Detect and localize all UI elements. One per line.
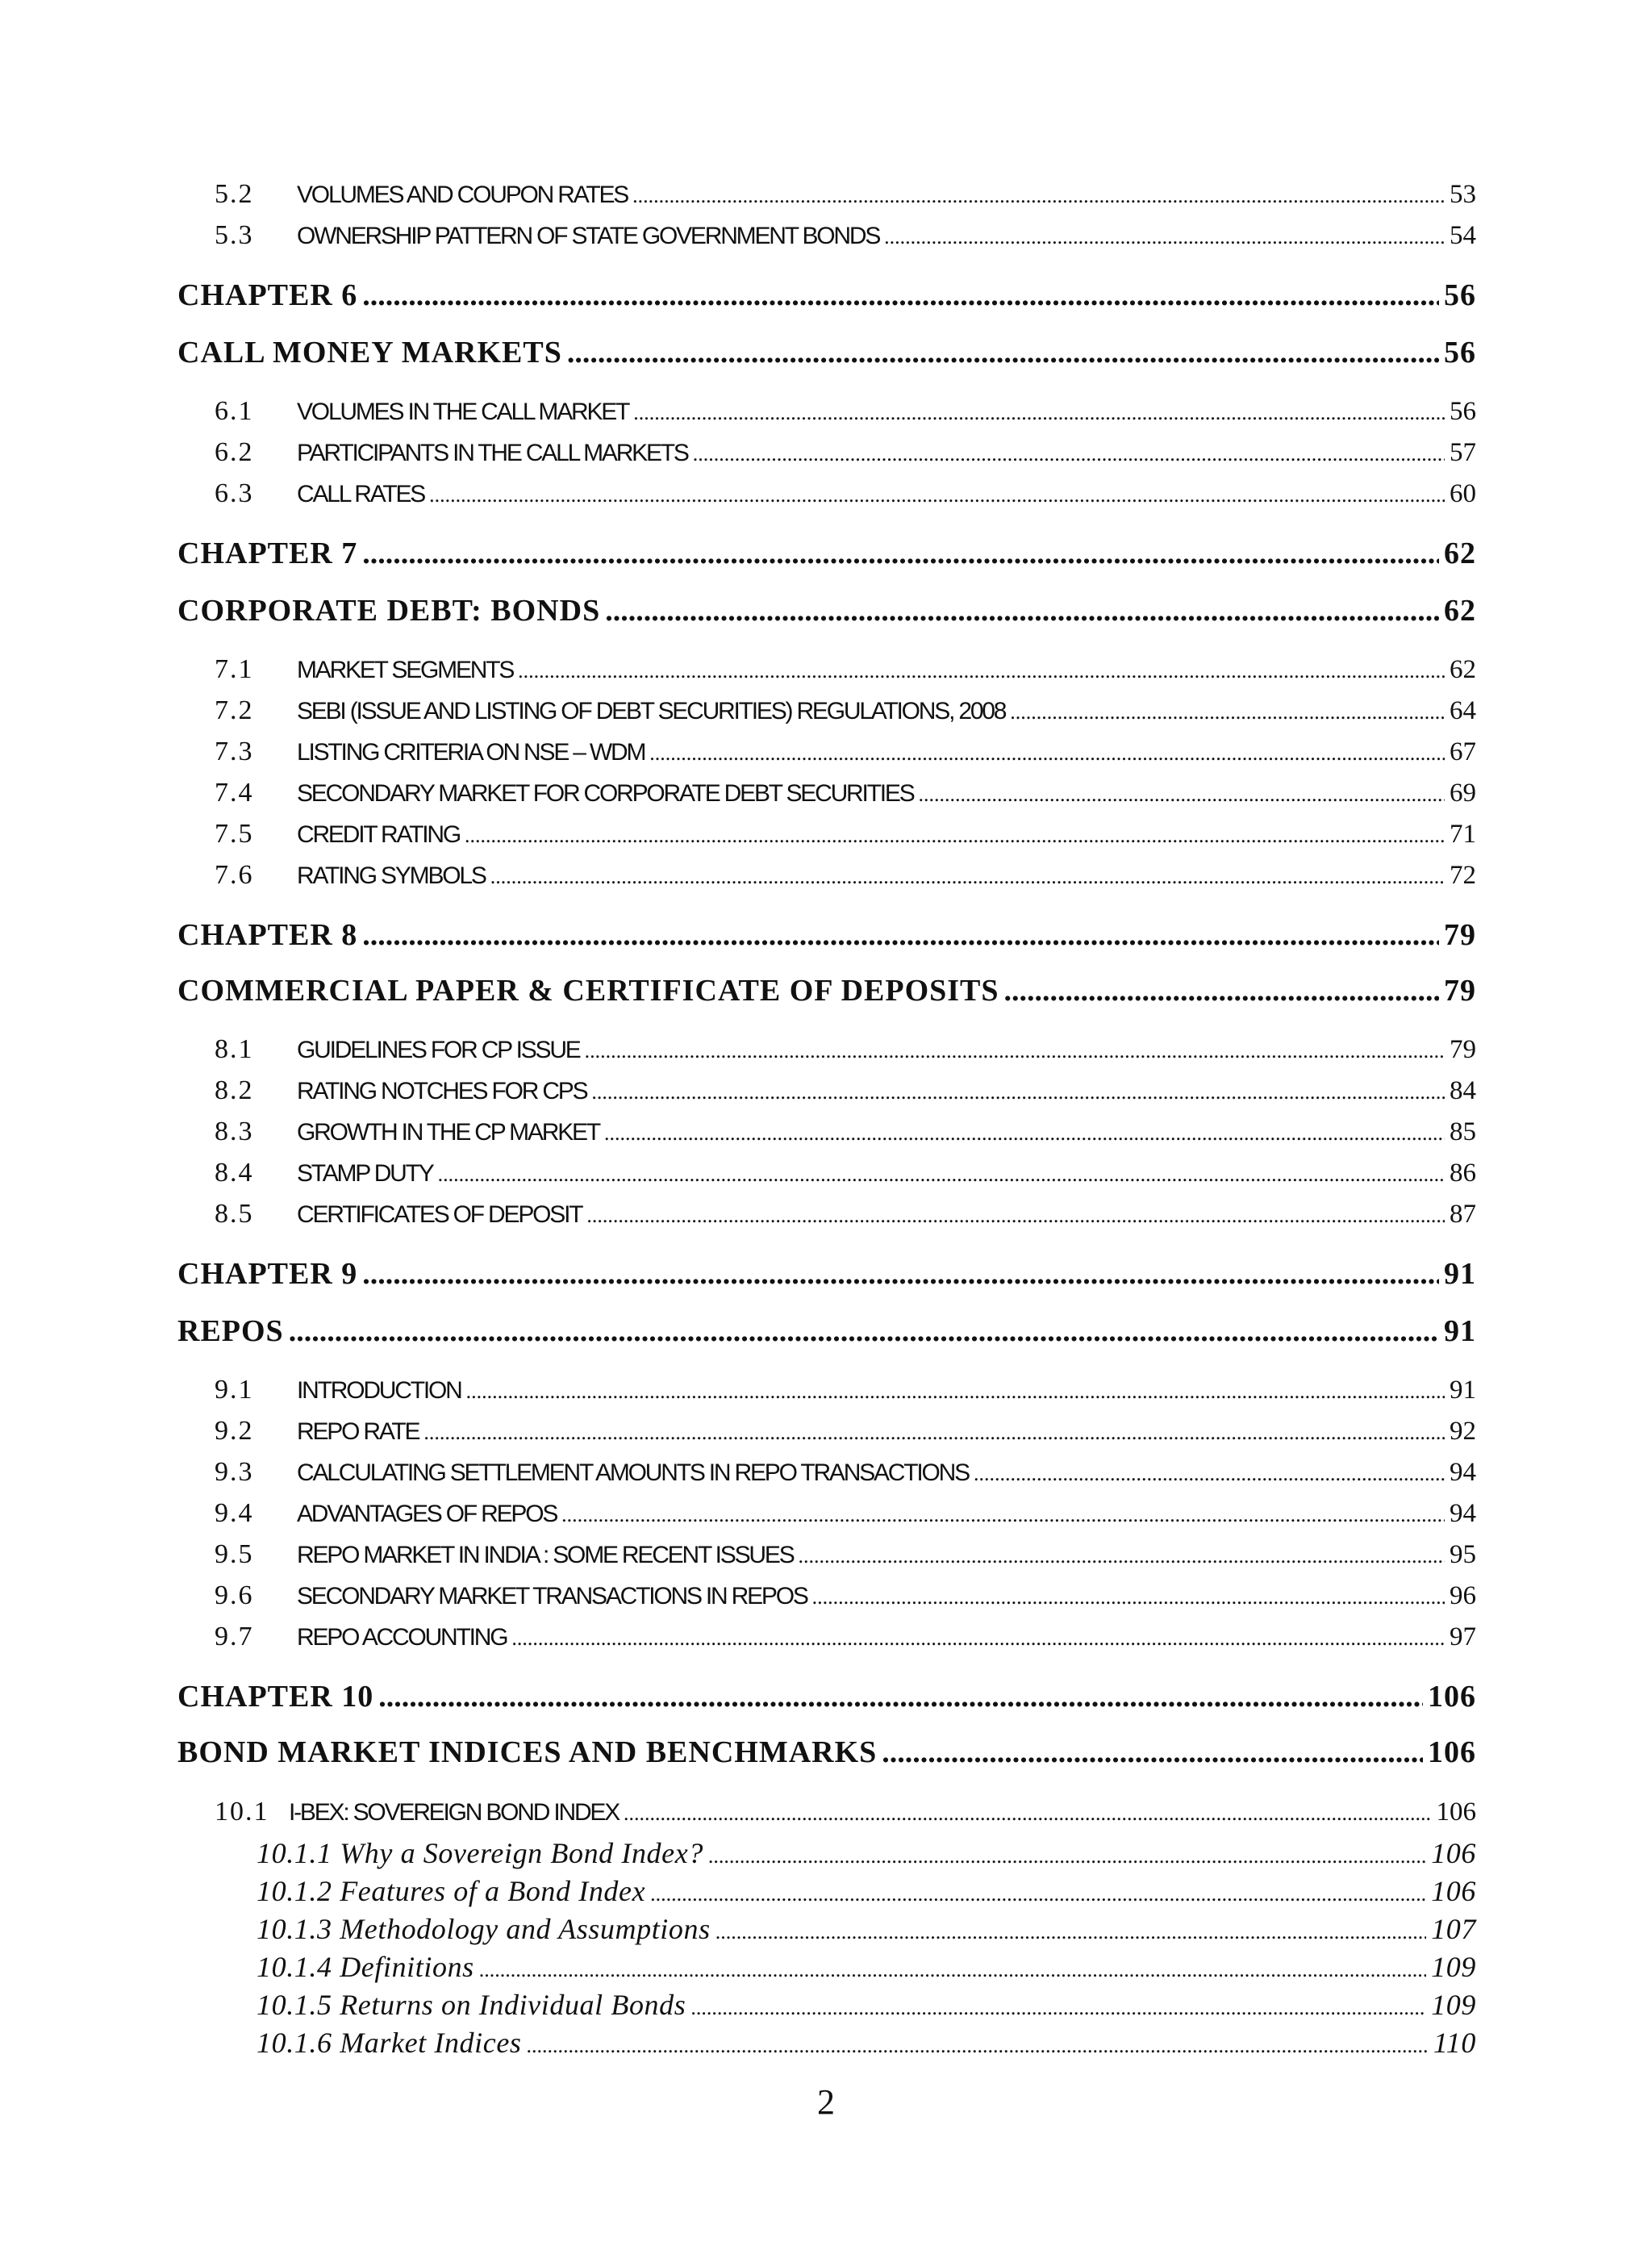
dot-leader (567, 335, 1439, 370)
toc-entry-9-3[interactable] (215, 1457, 1476, 1488)
section-number: 8.5 (215, 1199, 254, 1229)
page-number: 62 (1450, 655, 1476, 684)
page-number: 85 (1450, 1117, 1476, 1146)
toc-entry-7-6[interactable] (215, 860, 1476, 891)
toc-entry-8-4[interactable] (215, 1158, 1476, 1188)
section-number: 9.4 (215, 1498, 254, 1528)
toc-chapter-8-name[interactable] (177, 973, 1476, 1008)
section-title: OWNERSHIP PATTERN OF STATE GOVERNMENT BONDS (297, 223, 880, 249)
toc-chapter-7-name[interactable] (177, 593, 1476, 628)
section-title: SECONDARY MARKET FOR CORPORATE DEBT SECURITIES (297, 780, 914, 807)
section-title: CERTIFICATES OF DEPOSIT (297, 1201, 582, 1228)
page-number: 56 (1444, 336, 1476, 369)
dot-leader (974, 1462, 1445, 1486)
section-number: 7.1 (215, 654, 254, 684)
dot-leader (362, 536, 1439, 571)
page-number: 95 (1450, 1540, 1476, 1569)
dot-leader (511, 1626, 1445, 1651)
dot-leader (378, 1679, 1423, 1714)
section-number: 9.6 (215, 1580, 254, 1610)
section-number: 7.4 (215, 778, 254, 808)
toc-entry-7-4[interactable] (215, 778, 1476, 808)
dot-leader (633, 401, 1445, 425)
toc-chapter-6-name[interactable] (177, 335, 1476, 370)
page-number: 54 (1450, 221, 1476, 250)
section-title: VOLUMES AND COUPON RATES (297, 182, 628, 208)
page-number: 56 (1444, 278, 1476, 312)
chapter-title: COMMERCIAL PAPER & CERTIFICATE OF DEPOSITS (177, 974, 999, 1008)
page-number: 94 (1450, 1458, 1476, 1487)
section-number: 8.2 (215, 1075, 254, 1105)
subsection-title: 10.1.2 Features of a Bond Index (257, 1875, 646, 1907)
section-number: 9.1 (215, 1375, 254, 1405)
dot-leader (605, 593, 1439, 628)
page-number: 53 (1450, 180, 1476, 209)
page-number: 91 (1444, 1314, 1476, 1348)
chapter-title: BOND MARKET INDICES AND BENCHMARKS (177, 1735, 878, 1769)
page-number: 62 (1444, 594, 1476, 628)
section-number: 9.3 (215, 1457, 254, 1487)
dot-leader (362, 1256, 1439, 1292)
dot-leader (919, 783, 1445, 807)
page-number: 106 (1431, 1837, 1476, 1869)
toc-chapter-10-name[interactable] (177, 1735, 1476, 1770)
toc-entry-9-1[interactable] (215, 1375, 1476, 1405)
dot-leader (518, 659, 1445, 683)
toc-entry-6-1[interactable] (215, 396, 1476, 427)
dot-leader (591, 1080, 1445, 1104)
dot-leader (812, 1585, 1445, 1609)
dot-leader (362, 278, 1439, 313)
dot-leader (490, 865, 1445, 889)
section-title: REPO MARKET IN INDIA : SOME RECENT ISSUES (297, 1542, 794, 1568)
dot-leader (585, 1039, 1445, 1063)
dot-leader (561, 1503, 1445, 1527)
dot-leader (649, 741, 1445, 766)
section-number: 5.2 (215, 179, 254, 209)
page-number: 110 (1433, 2027, 1476, 2059)
section-number: 5.3 (215, 220, 254, 250)
page-number: 86 (1450, 1159, 1476, 1188)
section-title: SEBI (ISSUE AND LISTING OF DEBT SECURITIES) REGULATIONS, 2008 (297, 698, 1006, 724)
section-title: I-BEX: SOVEREIGN BOND INDEX (289, 1799, 620, 1826)
page-number: 96 (1450, 1581, 1476, 1610)
page-number: 72 (1450, 861, 1476, 890)
dot-leader (1010, 700, 1445, 724)
toc-chapter-6[interactable] (177, 278, 1476, 313)
toc-entry-8-5[interactable] (215, 1199, 1476, 1230)
page-number: 106 (1436, 1797, 1476, 1827)
dot-leader (466, 1380, 1445, 1404)
subsection-title: 10.1.5 Returns on Individual Bonds (257, 1989, 686, 2021)
chapter-title: CHAPTER 10 (177, 1680, 374, 1714)
page-number: 91 (1450, 1376, 1476, 1405)
toc-entry-10-1-4[interactable] (257, 1950, 1476, 1984)
toc-chapter-9-name[interactable] (177, 1313, 1476, 1349)
toc-entry-10-1-2[interactable] (257, 1874, 1476, 1908)
toc-chapter-7[interactable] (177, 536, 1476, 571)
toc-entry-10-1-6[interactable] (257, 2026, 1476, 2060)
toc-entry-10-1-5[interactable] (257, 1988, 1476, 2022)
dot-leader (429, 483, 1445, 507)
page-number: 87 (1450, 1200, 1476, 1229)
section-title: GUIDELINES FOR CP ISSUE (297, 1037, 580, 1063)
dot-leader (708, 1844, 1426, 1868)
section-number: 8.3 (215, 1117, 254, 1146)
dot-leader (650, 1882, 1426, 1906)
dot-leader (884, 225, 1445, 249)
section-title: CREDIT RATING (297, 821, 460, 848)
toc-entry-9-7[interactable] (215, 1622, 1476, 1652)
section-number: 6.2 (215, 437, 254, 467)
page-number: 79 (1444, 918, 1476, 952)
section-number: 9.2 (215, 1416, 254, 1446)
subsection-title: 10.1.1 Why a Sovereign Bond Index? (257, 1837, 703, 1869)
section-number: 8.1 (215, 1034, 254, 1064)
section-title: PARTICIPANTS IN THE CALL MARKETS (297, 440, 688, 466)
section-title: ADVANTAGES OF REPOS (297, 1501, 557, 1527)
dot-leader (715, 1920, 1426, 1944)
toc-entry-10-1-3[interactable] (257, 1912, 1476, 1946)
page-number: 62 (1444, 536, 1476, 570)
page-number: 109 (1431, 1989, 1476, 2021)
page-number: 106 (1431, 1875, 1476, 1907)
dot-leader (624, 1802, 1431, 1826)
subsection-title: 10.1.3 Methodology and Assumptions (257, 1913, 711, 1945)
toc-entry-8-1[interactable] (215, 1034, 1476, 1065)
page-number: 79 (1444, 974, 1476, 1008)
page-number: 69 (1450, 779, 1476, 808)
section-number: 7.5 (215, 819, 254, 849)
page-number: 106 (1428, 1680, 1476, 1714)
page-number: 91 (1444, 1257, 1476, 1291)
subsection-title: 10.1.4 Definitions (257, 1951, 474, 1983)
chapter-title: CHAPTER 9 (177, 1257, 358, 1291)
page-number: 92 (1450, 1417, 1476, 1446)
section-title: REPO RATE (297, 1418, 419, 1445)
section-title: MARKET SEGMENTS (297, 657, 514, 683)
toc-entry-7-5[interactable] (215, 819, 1476, 850)
dot-leader (693, 442, 1445, 466)
dot-leader (632, 184, 1445, 208)
page-number: 60 (1450, 479, 1476, 508)
section-title: RATING SYMBOLS (297, 862, 486, 889)
section-number: 7.2 (215, 695, 254, 725)
toc-entry-5-2[interactable] (215, 179, 1476, 210)
dot-leader (604, 1121, 1445, 1146)
section-number: 7.3 (215, 737, 254, 766)
toc-entry-7-3[interactable] (215, 737, 1476, 767)
dot-leader (438, 1163, 1445, 1187)
section-number: 10.1 (215, 1797, 269, 1827)
dot-leader (882, 1735, 1423, 1770)
section-title: GROWTH IN THE CP MARKET (297, 1119, 599, 1146)
toc-entry-9-5[interactable] (215, 1539, 1476, 1570)
chapter-title: CALL MONEY MARKETS (177, 336, 562, 369)
toc-entry-10-1[interactable] (215, 1797, 1476, 1827)
dot-leader (465, 824, 1445, 848)
section-number: 6.1 (215, 396, 254, 426)
page-number: 67 (1450, 737, 1476, 766)
section-title: SECONDARY MARKET TRANSACTIONS IN REPOS (297, 1583, 807, 1609)
dot-leader (362, 917, 1439, 953)
page-number: 71 (1450, 820, 1476, 849)
toc-entry-7-2[interactable] (215, 695, 1476, 726)
dot-leader (423, 1421, 1445, 1445)
page-number: 94 (1450, 1499, 1476, 1528)
toc-chapter-8[interactable] (177, 917, 1476, 953)
page-number: 97 (1450, 1622, 1476, 1651)
toc-entry-9-4[interactable] (215, 1498, 1476, 1529)
section-number: 7.6 (215, 860, 254, 890)
section-title: RATING NOTCHES FOR CPS (297, 1078, 587, 1104)
page-number: 109 (1431, 1951, 1476, 1983)
toc-entry-7-1[interactable] (215, 654, 1476, 685)
dot-leader (479, 1958, 1426, 1982)
page-number: 64 (1450, 696, 1476, 725)
page-folio: 2 (817, 2082, 835, 2122)
section-title: CALL RATES (297, 481, 425, 507)
section-number: 9.7 (215, 1622, 254, 1651)
toc-entry-6-2[interactable] (215, 437, 1476, 468)
section-title: STAMP DUTY (297, 1160, 433, 1187)
toc-entry-5-3[interactable] (215, 220, 1476, 251)
chapter-title: CORPORATE DEBT: BONDS (177, 594, 601, 628)
page-number: 56 (1450, 397, 1476, 426)
section-title: LISTING CRITERIA ON NSE – WDM (297, 739, 645, 766)
section-number: 9.5 (215, 1539, 254, 1569)
section-title: VOLUMES IN THE CALL MARKET (297, 399, 629, 425)
chapter-title: REPOS (177, 1314, 284, 1348)
chapter-title: CHAPTER 7 (177, 536, 358, 570)
toc-entry-9-6[interactable] (215, 1580, 1476, 1611)
toc-entry-8-3[interactable] (215, 1117, 1476, 1147)
toc-chapter-9[interactable] (177, 1256, 1476, 1292)
page-number: 79 (1450, 1035, 1476, 1064)
page-number: 57 (1450, 438, 1476, 467)
dot-leader (289, 1313, 1439, 1349)
chapter-title: CHAPTER 6 (177, 278, 358, 312)
toc-entry-6-3[interactable] (215, 478, 1476, 509)
section-number: 8.4 (215, 1158, 254, 1188)
section-title: INTRODUCTION (297, 1377, 461, 1404)
page-number: 84 (1450, 1076, 1476, 1105)
dot-leader (527, 2034, 1429, 2058)
dot-leader (586, 1204, 1445, 1228)
toc-entry-10-1-1[interactable] (257, 1836, 1476, 1870)
section-number: 6.3 (215, 478, 254, 508)
dot-leader (690, 1996, 1426, 2020)
toc-entry-8-2[interactable] (215, 1075, 1476, 1106)
page-number: 106 (1428, 1735, 1476, 1769)
chapter-title: CHAPTER 8 (177, 918, 358, 952)
toc-entry-9-2[interactable] (215, 1416, 1476, 1447)
subsection-title: 10.1.6 Market Indices (257, 2027, 522, 2059)
dot-leader (799, 1544, 1445, 1568)
page-number: 107 (1431, 1913, 1476, 1945)
toc-chapter-10[interactable] (177, 1679, 1476, 1714)
section-title: REPO ACCOUNTING (297, 1624, 507, 1651)
dot-leader (1004, 973, 1439, 1008)
section-title: CALCULATING SETTLEMENT AMOUNTS IN REPO TRANSACTIONS (297, 1459, 969, 1486)
